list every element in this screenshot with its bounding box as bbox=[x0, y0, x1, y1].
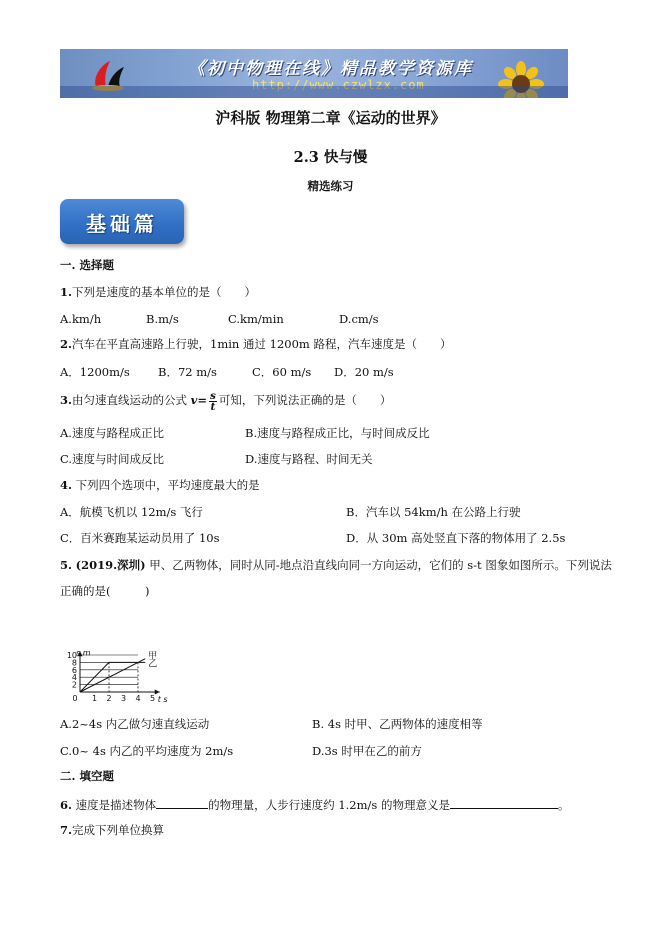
series-label: 乙 bbox=[148, 659, 158, 670]
q1-text: 下列是速度的基本单位的是（ ） bbox=[72, 285, 257, 299]
series-line bbox=[80, 659, 145, 692]
q2-text: 汽车在平直高速路上行驶，1min 通过 1200m 路程，汽车速度是（ ） bbox=[72, 337, 452, 351]
banner-url: http://www.czwlzx.com bbox=[252, 78, 425, 92]
x-tick-label: 4 bbox=[135, 694, 141, 703]
banner-title: 《初中物理在线》精品教学资源库 bbox=[188, 59, 473, 79]
series-label: 甲 bbox=[148, 651, 158, 662]
question-7 bbox=[60, 823, 164, 837]
section-title: 2.3 快与慢 bbox=[293, 149, 368, 166]
q3-formula-den: t bbox=[210, 400, 216, 413]
q2-option-c: C．60 m/s bbox=[252, 365, 312, 379]
q3-option-d: D.速度与路程、时间无关 bbox=[245, 452, 373, 466]
part1-heading: 一. 选择题 bbox=[60, 258, 115, 272]
q5-option-b: B. 4s 时甲、乙两物体的速度相等 bbox=[312, 717, 483, 731]
q3-pre: 由匀速直线运动的公式 bbox=[72, 393, 188, 407]
q6-text-a: 速度是描述物体 bbox=[75, 798, 157, 812]
q2-option-b: B．72 m/s bbox=[158, 365, 217, 379]
x-tick-label: 0 bbox=[72, 694, 78, 703]
banner-strip bbox=[60, 86, 568, 98]
x-tick-label: 5 bbox=[149, 694, 156, 703]
s-t-chart bbox=[60, 604, 195, 704]
q2-option-d: D．20 m/s bbox=[334, 365, 394, 379]
q2-option-a: A．1200m/s bbox=[60, 365, 130, 379]
q7-text: 完成下列单位换算 bbox=[72, 823, 165, 837]
q1-option-c: C.km/min bbox=[228, 312, 284, 326]
q6-text-c: 。 bbox=[557, 798, 570, 812]
q3-option-c: C.速度与时间成反比 bbox=[60, 452, 165, 466]
q1-option-a: A.km/h bbox=[60, 312, 102, 326]
y-tick-label: 4 bbox=[71, 673, 77, 683]
basic-section-badge bbox=[60, 199, 184, 244]
part2-heading: 二. 填空题 bbox=[60, 769, 115, 783]
question-1 bbox=[60, 285, 256, 299]
y-tick-label: 8 bbox=[71, 658, 77, 668]
q4-text: 下列四个选项中，平均速度最大的是 bbox=[75, 478, 260, 492]
q3-formula-fraction bbox=[209, 391, 217, 412]
q5-text-line2: 正确的是( ) bbox=[60, 584, 150, 598]
y-tick-label: 6 bbox=[71, 665, 77, 675]
header-banner bbox=[60, 49, 568, 98]
q4-option-a: A．航模飞机以 12m/s 飞行 bbox=[60, 505, 203, 519]
q2-number: 2. bbox=[60, 337, 73, 351]
q5-option-a: A.2~4s 内乙做匀速直线运动 bbox=[60, 717, 210, 731]
q3-formula-eq: = bbox=[197, 393, 207, 407]
q3-post: 可知，下列说法正确的是（ ） bbox=[218, 393, 392, 407]
q3-formula-num: s bbox=[210, 389, 216, 402]
q6-blank-1[interactable] bbox=[156, 797, 208, 809]
x-tick-label: 3 bbox=[120, 694, 127, 703]
y-axis-label: s m bbox=[76, 648, 91, 658]
q5-text-line1: 甲、乙两物体，同时从同-地点沿直线向同一方向运动，它们的 s-t 图象如图所示。下列说法 bbox=[149, 558, 612, 572]
q3-option-a: A.速度与路程成正比 bbox=[60, 426, 164, 440]
question-5 bbox=[60, 558, 612, 572]
q7-number: 7. bbox=[60, 823, 73, 837]
x-tick-label: 1 bbox=[91, 694, 98, 703]
q5-option-d: D.3s 时甲在乙的前方 bbox=[312, 744, 422, 758]
q1-number: 1. bbox=[60, 285, 73, 299]
q3-formula-lhs: v bbox=[190, 393, 198, 407]
x-tick-label: 2 bbox=[106, 694, 112, 703]
q5-source-tag: (2019.深圳) bbox=[75, 558, 146, 572]
q4-option-d: D．从 30m 高处竖直下落的物体用了 2.5s bbox=[346, 531, 566, 545]
q5-option-c: C.0~ 4s 内乙的平均速度为 2m/s bbox=[60, 744, 234, 758]
q3-number: 3. bbox=[60, 393, 73, 407]
q6-number: 6. bbox=[60, 798, 73, 812]
q3-option-b: B.速度与路程成正比，与时间成反比 bbox=[245, 426, 430, 440]
q4-option-b: B．汽车以 54km/h 在公路上行驶 bbox=[346, 505, 521, 519]
q1-option-d: D.cm/s bbox=[339, 312, 379, 326]
q5-number: 5. bbox=[60, 558, 73, 572]
document-subtitle: 精选练习 bbox=[307, 179, 354, 193]
q6-text-b: 的物理量，人步行速度约 1.2m/s 的物理意义是 bbox=[208, 798, 450, 812]
q4-option-c: C．百米赛跑某运动员用了 10s bbox=[60, 531, 220, 545]
document-title: 沪科版 物理第二章《运动的世界》 bbox=[215, 109, 446, 127]
y-tick-label: 10 bbox=[66, 651, 77, 660]
q1-option-b: B.m/s bbox=[146, 312, 179, 326]
question-3 bbox=[60, 388, 391, 412]
question-6 bbox=[60, 797, 569, 812]
q4-number: 4. bbox=[60, 478, 73, 492]
badge-label: 基础篇 bbox=[86, 212, 158, 236]
q6-blank-2[interactable] bbox=[450, 797, 558, 809]
x-axis-label: t s bbox=[157, 695, 168, 704]
question-2 bbox=[60, 337, 451, 351]
y-tick-label: 2 bbox=[71, 680, 77, 690]
x-axis-arrow-icon bbox=[155, 690, 160, 695]
question-4 bbox=[60, 478, 260, 492]
